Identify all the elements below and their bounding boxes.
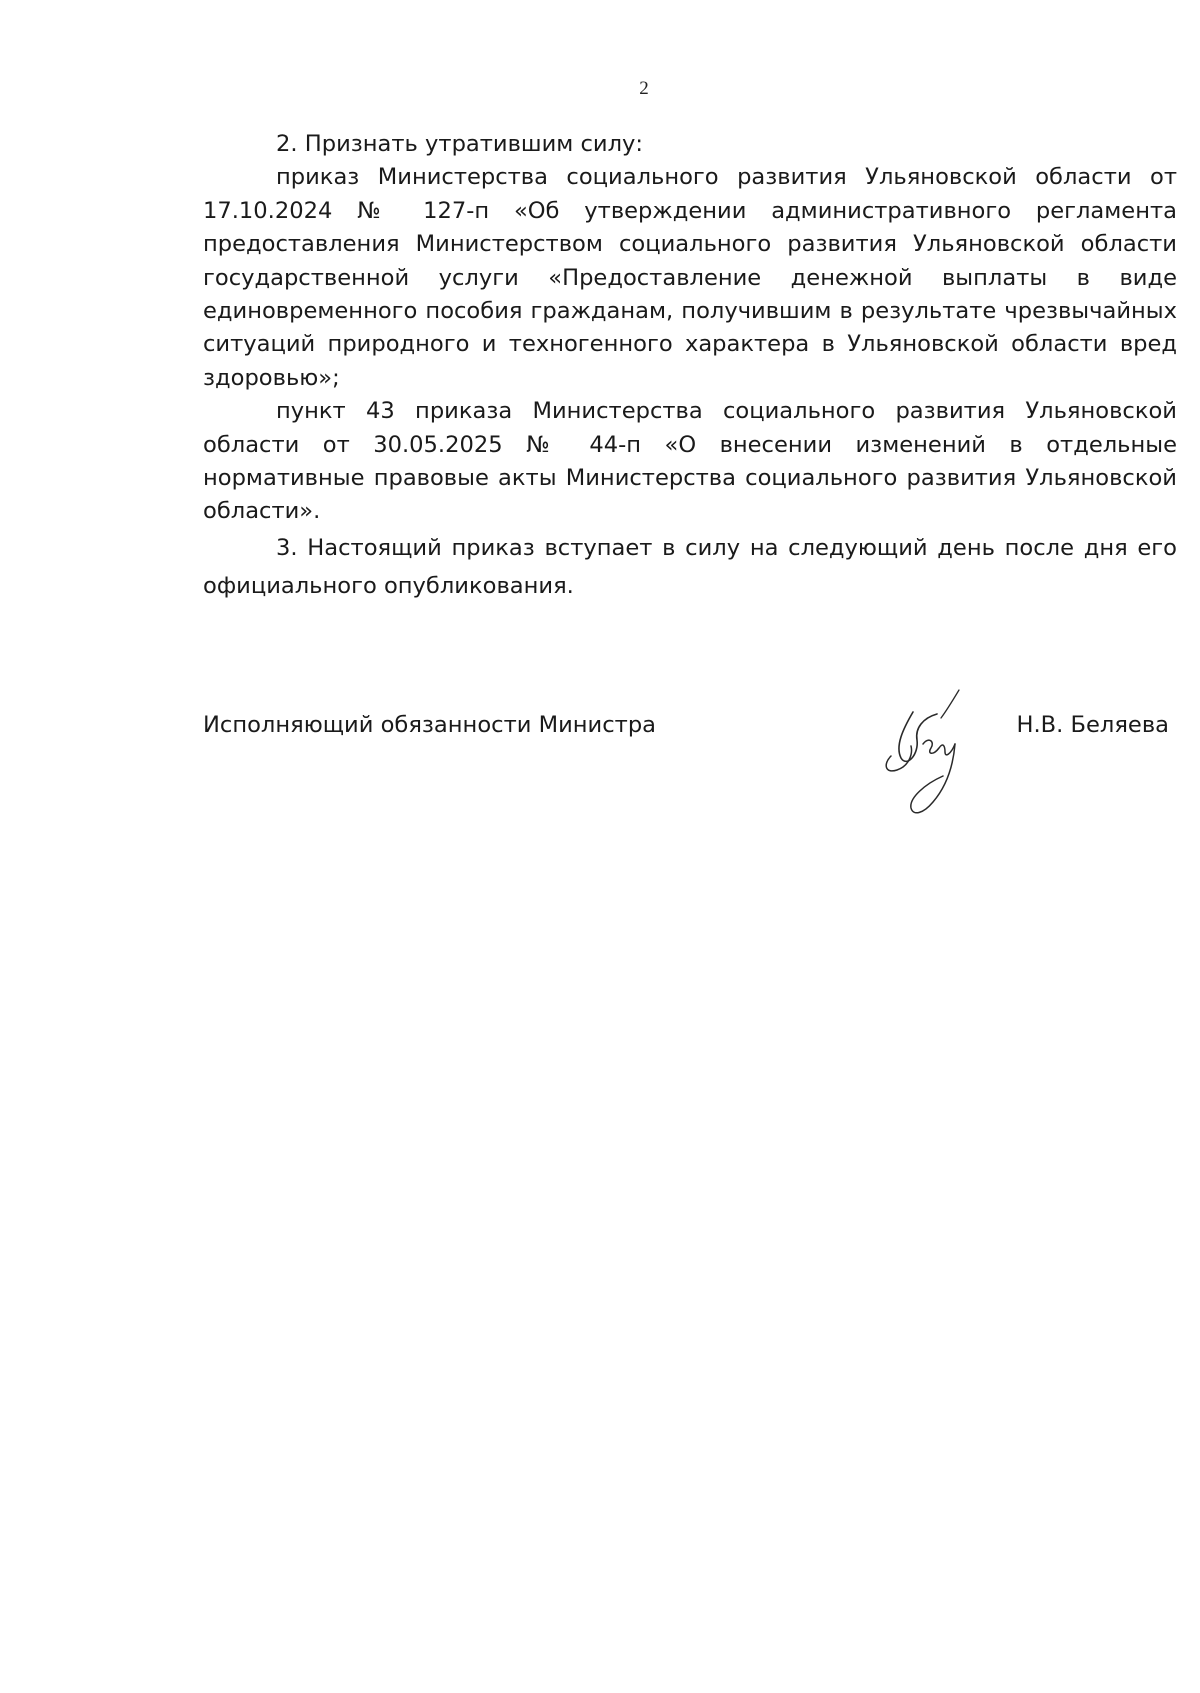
- paragraph-revoked-clause-43: пункт 43 приказа Министерства социального развития Ульяновской области от 30.05.2025 № 44-п «О внесении изменений в отдельные нормативные правовые акты Министерства социального развития Ульяновской области».: [203, 398, 1177, 525]
- paragraph-revoked-order-127: приказ Министерства социального развития Ульяновской области от 17.10.2024 № 127-п «Об утверждении административного регламента предоставления Министерством социального развития Ульяновской области государственной услуги «Предоставление денежной выплаты в виде единовременного пособия гражданам, получившим в результате чрезвычайных ситуаций природного и техногенного характера в Ульяновской области вред здоровью»;: [203, 164, 1177, 391]
- handwritten-signature: [873, 684, 983, 824]
- signatory-position: Исполняющий обязанности Министра: [203, 712, 657, 738]
- paragraph-item-3-effective-date: 3. Настоящий приказ вступает в силу на следующий день после дня его официального опубликования.: [203, 534, 1177, 599]
- page-number: 2: [639, 78, 649, 99]
- signatory-name: Н.В. Беляева: [1016, 712, 1169, 738]
- paragraph-item-2-heading: 2. Признать утратившим силу:: [276, 131, 644, 157]
- document-body: [203, 128, 1177, 605]
- signature-block: [203, 712, 1169, 852]
